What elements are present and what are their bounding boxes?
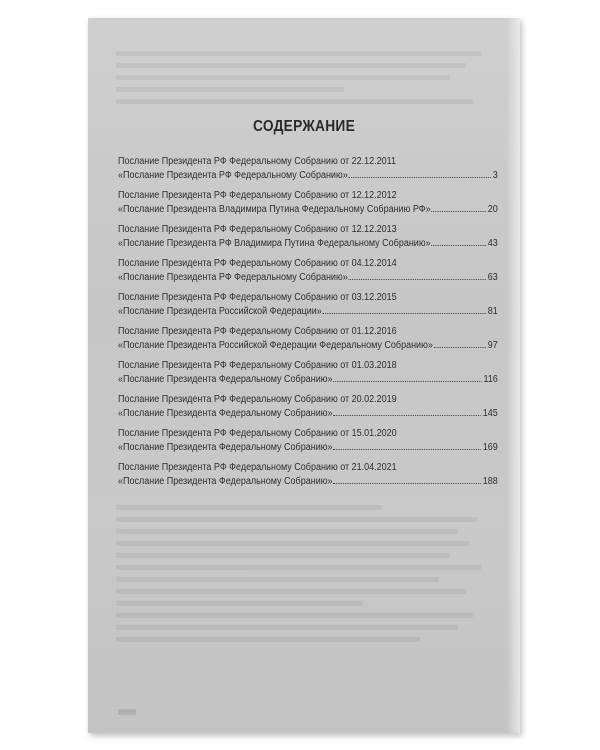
toc-entry <box>118 189 498 223</box>
toc-entry-page-number: 81 <box>487 306 498 317</box>
toc-entry-subtitle: «Послание Президента РФ Федеральному Собранию» <box>118 170 348 181</box>
dot-leader <box>333 449 481 450</box>
toc-entry-subtitle-row <box>118 203 498 217</box>
toc-entry <box>118 325 498 359</box>
page-edge-highlight <box>506 18 520 733</box>
bleed-page-number <box>118 708 138 718</box>
toc-entry-subtitle: «Послание Президента Федеральному Собранию» <box>118 408 333 419</box>
toc-entry-subtitle: «Послание Президента Федеральному Собранию» <box>118 374 333 385</box>
book-page <box>88 18 520 733</box>
toc-entry <box>118 155 498 189</box>
dot-leader <box>434 347 486 348</box>
dot-leader <box>333 381 481 382</box>
toc-entry-heading: Послание Президента РФ Федеральному Собранию от 12.12.2012 <box>118 190 397 201</box>
toc-entry-heading: Послание Президента РФ Федеральному Собранию от 15.01.2020 <box>118 428 397 439</box>
toc-entry-page-number: 145 <box>482 408 498 419</box>
toc-entry-subtitle: «Послание Президента Федеральному Собранию» <box>118 442 333 453</box>
toc-title: СОДЕРЖАНИЕ <box>252 118 356 135</box>
toc-entry-page-number: 97 <box>487 340 498 351</box>
toc-entry-subtitle-row <box>118 339 498 353</box>
dot-leader <box>349 177 491 178</box>
toc-entry <box>118 223 498 257</box>
toc-entry-page-number: 169 <box>482 442 498 453</box>
toc-entry-heading: Послание Президента РФ Федеральному Собранию от 21.04.2021 <box>118 462 397 473</box>
toc-entry <box>118 291 498 325</box>
toc-entry <box>118 461 498 495</box>
bleed-page-number-mark <box>118 708 138 716</box>
toc-entry-page-number: 43 <box>487 238 498 249</box>
toc-entry-subtitle-row <box>118 475 498 489</box>
toc-entry-subtitle-row <box>118 373 498 387</box>
toc-entry-heading: Послание Президента РФ Федеральному Собранию от 22.12.2011 <box>118 156 397 167</box>
toc-list <box>118 155 498 495</box>
toc-entry-subtitle: «Послание Президента Российской Федерации» <box>118 306 322 317</box>
toc-entry <box>118 359 498 393</box>
toc-entry-page-number: 20 <box>487 204 498 215</box>
toc-entry <box>118 427 498 461</box>
toc-entry-subtitle-row <box>118 271 498 285</box>
toc-entry-subtitle: «Послание Президента РФ Федеральному Собранию» <box>118 272 348 283</box>
toc-entry-subtitle-row <box>118 407 498 421</box>
toc-entry <box>118 257 498 291</box>
toc-entry-subtitle: «Послание Президента Федеральному Собранию» <box>118 476 333 487</box>
toc-entry-page-number: 116 <box>483 374 498 385</box>
toc-entry-subtitle: «Послание Президента Российской Федерации Федеральному Собранию» <box>118 340 433 351</box>
toc-entry-subtitle-row <box>118 237 498 251</box>
toc-entry-heading: Послание Президента РФ Федеральному Собранию от 01.12.2016 <box>118 326 397 337</box>
dot-leader <box>333 483 481 484</box>
toc-entry-heading: Послание Президента РФ Федеральному Собранию от 20.02.2019 <box>118 394 397 405</box>
toc-entry-heading: Послание Президента РФ Федеральному Собранию от 03.12.2015 <box>118 292 397 303</box>
toc-entry-heading: Послание Президента РФ Федеральному Собранию от 04.12.2014 <box>118 258 397 269</box>
toc-entry-subtitle: «Послание Президента РФ Владимира Путина Федеральному Собранию» <box>118 238 431 249</box>
toc-entry-page-number: 188 <box>482 476 498 487</box>
dot-leader <box>323 313 486 314</box>
dot-leader <box>431 245 486 246</box>
dot-leader <box>333 415 481 416</box>
toc-entry-subtitle-row <box>118 169 498 183</box>
toc-entry-subtitle-row <box>118 305 498 319</box>
dot-leader <box>431 211 486 212</box>
toc-entry-heading: Послание Президента РФ Федеральному Собранию от 01.03.2018 <box>118 360 397 371</box>
bleed-through-text-bottom <box>116 498 496 649</box>
toc-entry-subtitle: «Послание Президента Владимира Путина Федеральному Собранию РФ» <box>118 204 431 215</box>
toc-entry-heading: Послание Президента РФ Федеральному Собранию от 12.12.2013 <box>118 224 397 235</box>
toc-entry <box>118 393 498 427</box>
dot-leader <box>349 279 486 280</box>
bleed-through-text-top <box>116 44 496 111</box>
toc-entry-subtitle-row <box>118 441 498 455</box>
toc-entry-page-number: 3 <box>492 170 498 181</box>
toc-entry-page-number: 63 <box>487 272 498 283</box>
